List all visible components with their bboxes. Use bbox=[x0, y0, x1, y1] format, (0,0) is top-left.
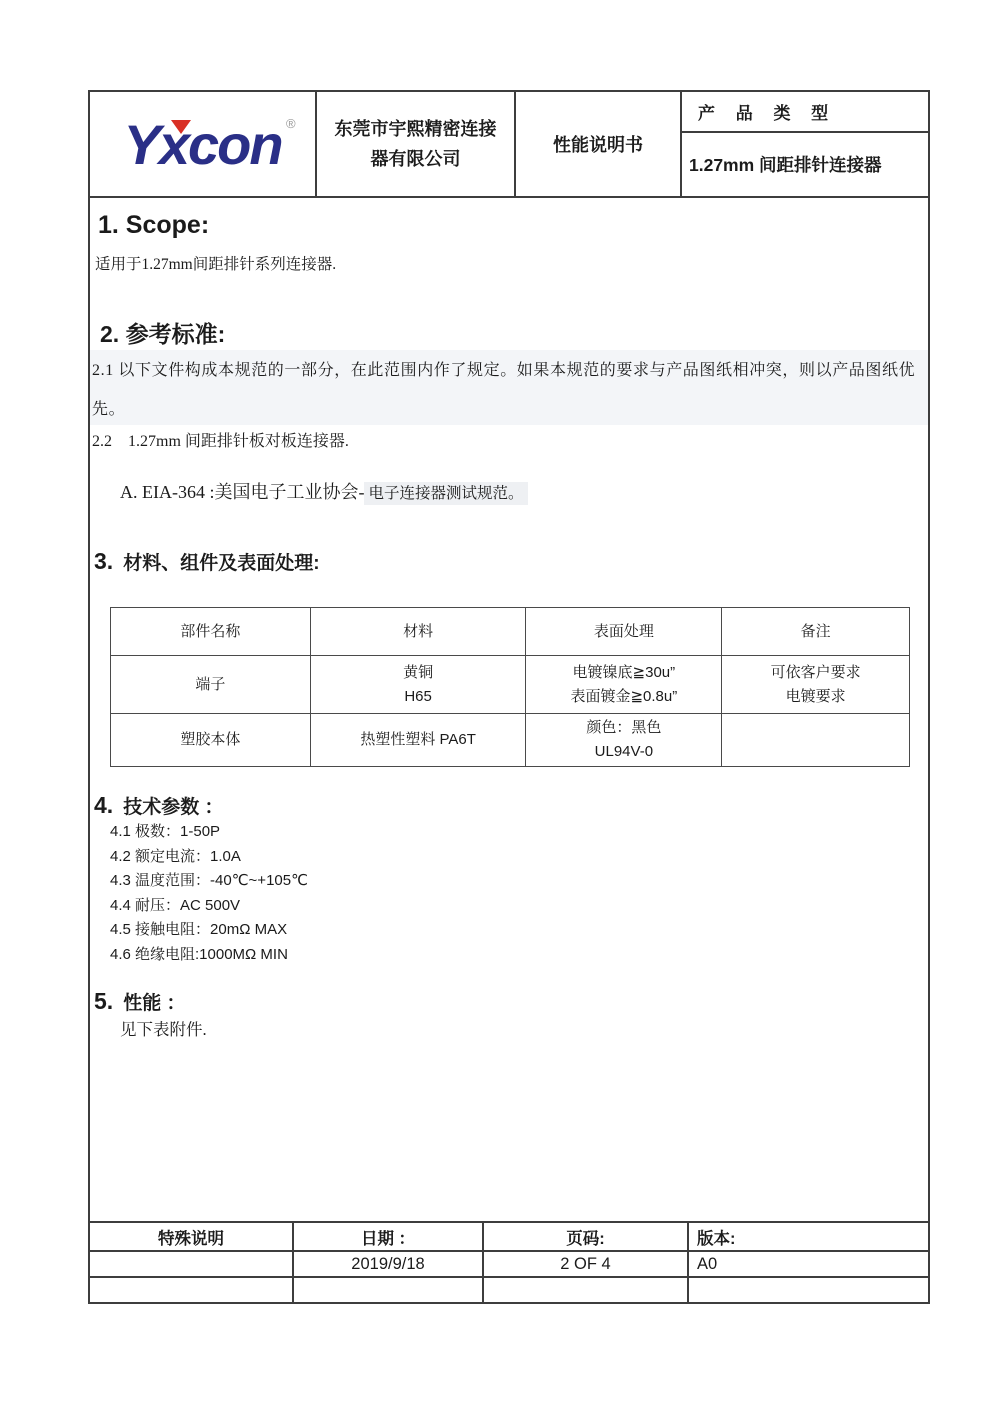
section-3-title: 材料、组件及表面处理: bbox=[123, 553, 320, 574]
cell-surface-line1: 电镀镍底≧30u” bbox=[572, 663, 676, 681]
footer-page-label: 页码: bbox=[482, 1223, 687, 1250]
tech-item-4-1: 4.1 极数：1-50P bbox=[110, 823, 221, 840]
tech-item-4-6: 4.6 绝缘电阻:1000MΩ MIN bbox=[110, 945, 288, 963]
section-2-title: 2. 参考标准: bbox=[100, 321, 226, 347]
footer-empty-cell bbox=[482, 1276, 687, 1302]
header-surface-treatment: 表面处理 bbox=[526, 608, 722, 656]
product-name: 1.27mm 间距排针连接器 bbox=[689, 155, 882, 175]
header-part-name: 部件名称 bbox=[111, 608, 311, 656]
section-4-heading bbox=[94, 792, 223, 819]
reference-item-2-2-number: 2.2 bbox=[92, 433, 112, 450]
reference-item-a-highlight: 电子连接器测试规范。 bbox=[364, 482, 527, 505]
doc-type-title: 性能说明书 bbox=[553, 135, 643, 155]
logo-triangle-icon bbox=[171, 120, 191, 134]
cell-part: 端子 bbox=[111, 656, 311, 714]
cell-note-line2: 电镀要求 bbox=[785, 687, 846, 705]
section-4-title: 技术参数 ： bbox=[123, 797, 224, 818]
header-material: 材料 bbox=[310, 608, 526, 656]
section-3-number: 3. bbox=[94, 548, 114, 574]
tech-parameter-list bbox=[110, 820, 308, 967]
registered-trademark-icon: ® bbox=[285, 115, 296, 131]
cell-surface bbox=[526, 714, 722, 767]
materials-table bbox=[110, 607, 910, 767]
product-category-label: 产 品 类 型 bbox=[682, 92, 928, 133]
footer-empty-cell bbox=[687, 1276, 928, 1302]
cell-material bbox=[310, 714, 526, 767]
company-name-line1: 东莞市宇熙精密连接 bbox=[334, 119, 497, 139]
table-row bbox=[111, 656, 910, 714]
cell-note-line1: 可依客户要求 bbox=[770, 663, 861, 681]
section-3-heading bbox=[94, 548, 320, 575]
cell-material-line1: 黄铜 bbox=[403, 663, 434, 681]
logo-wordmark: Yxcon bbox=[123, 112, 282, 176]
section-1-title: 1. Scope: bbox=[98, 211, 210, 239]
materials-table-header-row bbox=[111, 608, 910, 656]
reference-item-2-2 bbox=[92, 428, 349, 451]
reference-item-2-2-text: 1.27mm 间距排针板对板连接器. bbox=[128, 433, 349, 450]
section-4-number: 4. bbox=[94, 792, 114, 818]
section-5-heading bbox=[94, 988, 185, 1015]
footer-page-value: 2 OF 4 bbox=[482, 1250, 687, 1276]
footer-date-value: 2019/9/18 bbox=[292, 1250, 482, 1276]
cell-note bbox=[722, 656, 910, 714]
cell-surface-line1: 颜色：黑色 bbox=[586, 719, 662, 736]
cell-part: 塑胶本体 bbox=[111, 714, 311, 767]
reference-item-2-1: 2.1 以下文件构成本规范的一部分，在此范围内作了规定。如果本规范的要求与产品图纸相冲突，则以产品图纸优先。 bbox=[90, 350, 928, 425]
section-1-body: 适用于1.27mm间距排针系列连接器. bbox=[95, 256, 337, 273]
cell-note bbox=[722, 714, 910, 767]
section-5-body: 见下表附件. bbox=[120, 1020, 207, 1039]
section-5-number: 5. bbox=[94, 988, 114, 1014]
cell-material bbox=[310, 656, 526, 714]
company-logo bbox=[115, 112, 296, 177]
footer-special-note-label: 特殊说明 bbox=[158, 1229, 224, 1248]
product-type-cell bbox=[680, 92, 928, 196]
doc-type-cell bbox=[514, 92, 680, 196]
footer-empty-cell bbox=[90, 1276, 292, 1302]
cell-surface-line2: UL94V-0 bbox=[594, 743, 654, 760]
company-name bbox=[335, 114, 497, 174]
cell-material-line1: 热塑性塑料 PA6T bbox=[360, 731, 476, 748]
header-remark: 备注 bbox=[722, 608, 910, 656]
tech-item-4-4: 4.4 耐压：AC 500V bbox=[110, 896, 241, 914]
cell-surface bbox=[526, 656, 722, 714]
tech-item-4-2: 4.2 额定电流：1.0A bbox=[110, 847, 241, 865]
footer-date-label: 日期 ： bbox=[292, 1223, 482, 1250]
tech-item-4-5: 4.5 接触电阻：20mΩ MAX bbox=[110, 921, 288, 938]
header-table bbox=[88, 90, 930, 198]
tech-item-4-3: 4.3 温度范围：-40℃~+105℃ bbox=[110, 872, 308, 889]
section-5-title: 性能 ： bbox=[123, 993, 186, 1014]
document-body bbox=[88, 198, 930, 1221]
document bbox=[88, 90, 930, 1304]
footer-special-note-value bbox=[90, 1250, 292, 1276]
company-name-line2: 器有限公司 bbox=[370, 149, 461, 169]
reference-item-a bbox=[120, 478, 528, 504]
footer-empty-cell bbox=[292, 1276, 482, 1302]
footer-table bbox=[88, 1221, 930, 1304]
logo-cell bbox=[90, 92, 315, 196]
footer-version-value: A0 bbox=[687, 1250, 928, 1276]
footer-version-label: 版本: bbox=[687, 1223, 928, 1250]
table-row bbox=[111, 714, 910, 767]
cell-surface-line2: 表面镀金≧0.8u” bbox=[570, 687, 678, 705]
reference-item-a-plain: A. EIA-364 :美国电子工业协会- bbox=[120, 482, 365, 502]
cell-material-line2: H65 bbox=[404, 687, 432, 705]
company-name-cell bbox=[315, 92, 514, 196]
